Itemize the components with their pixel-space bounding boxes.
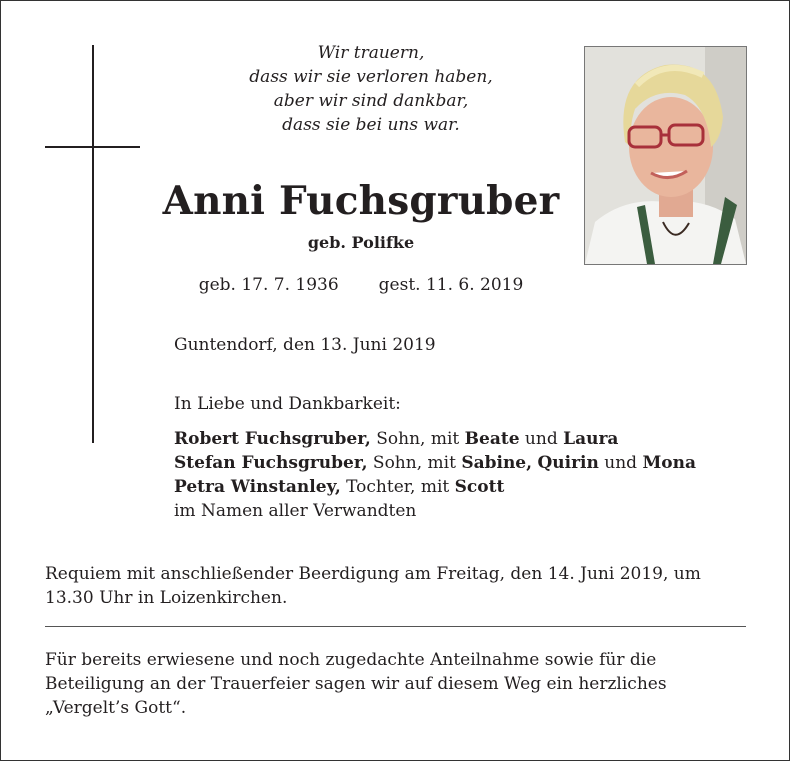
verse-line: dass wir sie verloren haben, <box>249 67 493 87</box>
requiem-notice: Requiem mit anschließender Beerdigung am Freitag, den 14. Juni 2019, um 13.30 Uhr in Loizenkirchen. <box>45 564 701 608</box>
separator: und <box>598 453 643 473</box>
portrait-photo <box>584 46 747 265</box>
family-member: Mona <box>642 453 696 473</box>
thanks-notice: Für bereits erwiesene und noch zugedachte Anteilnahme sowie für die Beteiligung an der Trauerfeier sagen wir auf diesem Weg ein herzliches „Vergelt’s Gott“. <box>45 650 667 718</box>
life-dates <box>161 273 561 297</box>
mourner-line <box>174 475 696 499</box>
mourner-relation: Sohn, mit <box>370 429 465 449</box>
deceased-name: Anni Fuchsgruber <box>162 178 560 224</box>
cross-icon <box>92 45 94 443</box>
family-member: Quirin <box>537 453 599 473</box>
mourner-name: Petra Winstanley, <box>174 477 341 497</box>
birth-date: geb. 17. 7. 1936 <box>198 275 339 295</box>
mourners-list <box>174 427 696 523</box>
verse-line: Wir trauern, <box>317 43 425 63</box>
verse-line: aber wir sind dankbar, <box>273 91 469 111</box>
relatives-line: im Namen aller Verwandten <box>174 501 417 521</box>
family-member: Scott <box>454 477 505 497</box>
mourner-line <box>174 451 696 475</box>
mourner-relation: Sohn, mit <box>367 453 462 473</box>
mourner-name: Robert Fuchsgruber, <box>174 429 371 449</box>
dedication-line: In Liebe und Dankbarkeit: <box>174 394 401 414</box>
divider <box>45 626 746 627</box>
verse-line: dass sie bei uns war. <box>282 115 460 135</box>
separator: und <box>519 429 564 449</box>
place-date: Guntendorf, den 13. Juni 2019 <box>174 335 436 355</box>
family-member: Sabine, <box>461 453 533 473</box>
mourner-relation: Tochter, mit <box>340 477 455 497</box>
mourner-line <box>174 427 696 451</box>
death-date: gest. 11. 6. 2019 <box>378 275 524 295</box>
family-member: Beate <box>464 429 520 449</box>
maiden-name: geb. Polifke <box>307 233 415 252</box>
family-member: Laura <box>563 429 619 449</box>
memorial-verse <box>161 41 581 137</box>
mourner-name: Stefan Fuchsgruber, <box>174 453 368 473</box>
cross-icon-bar <box>45 146 140 148</box>
